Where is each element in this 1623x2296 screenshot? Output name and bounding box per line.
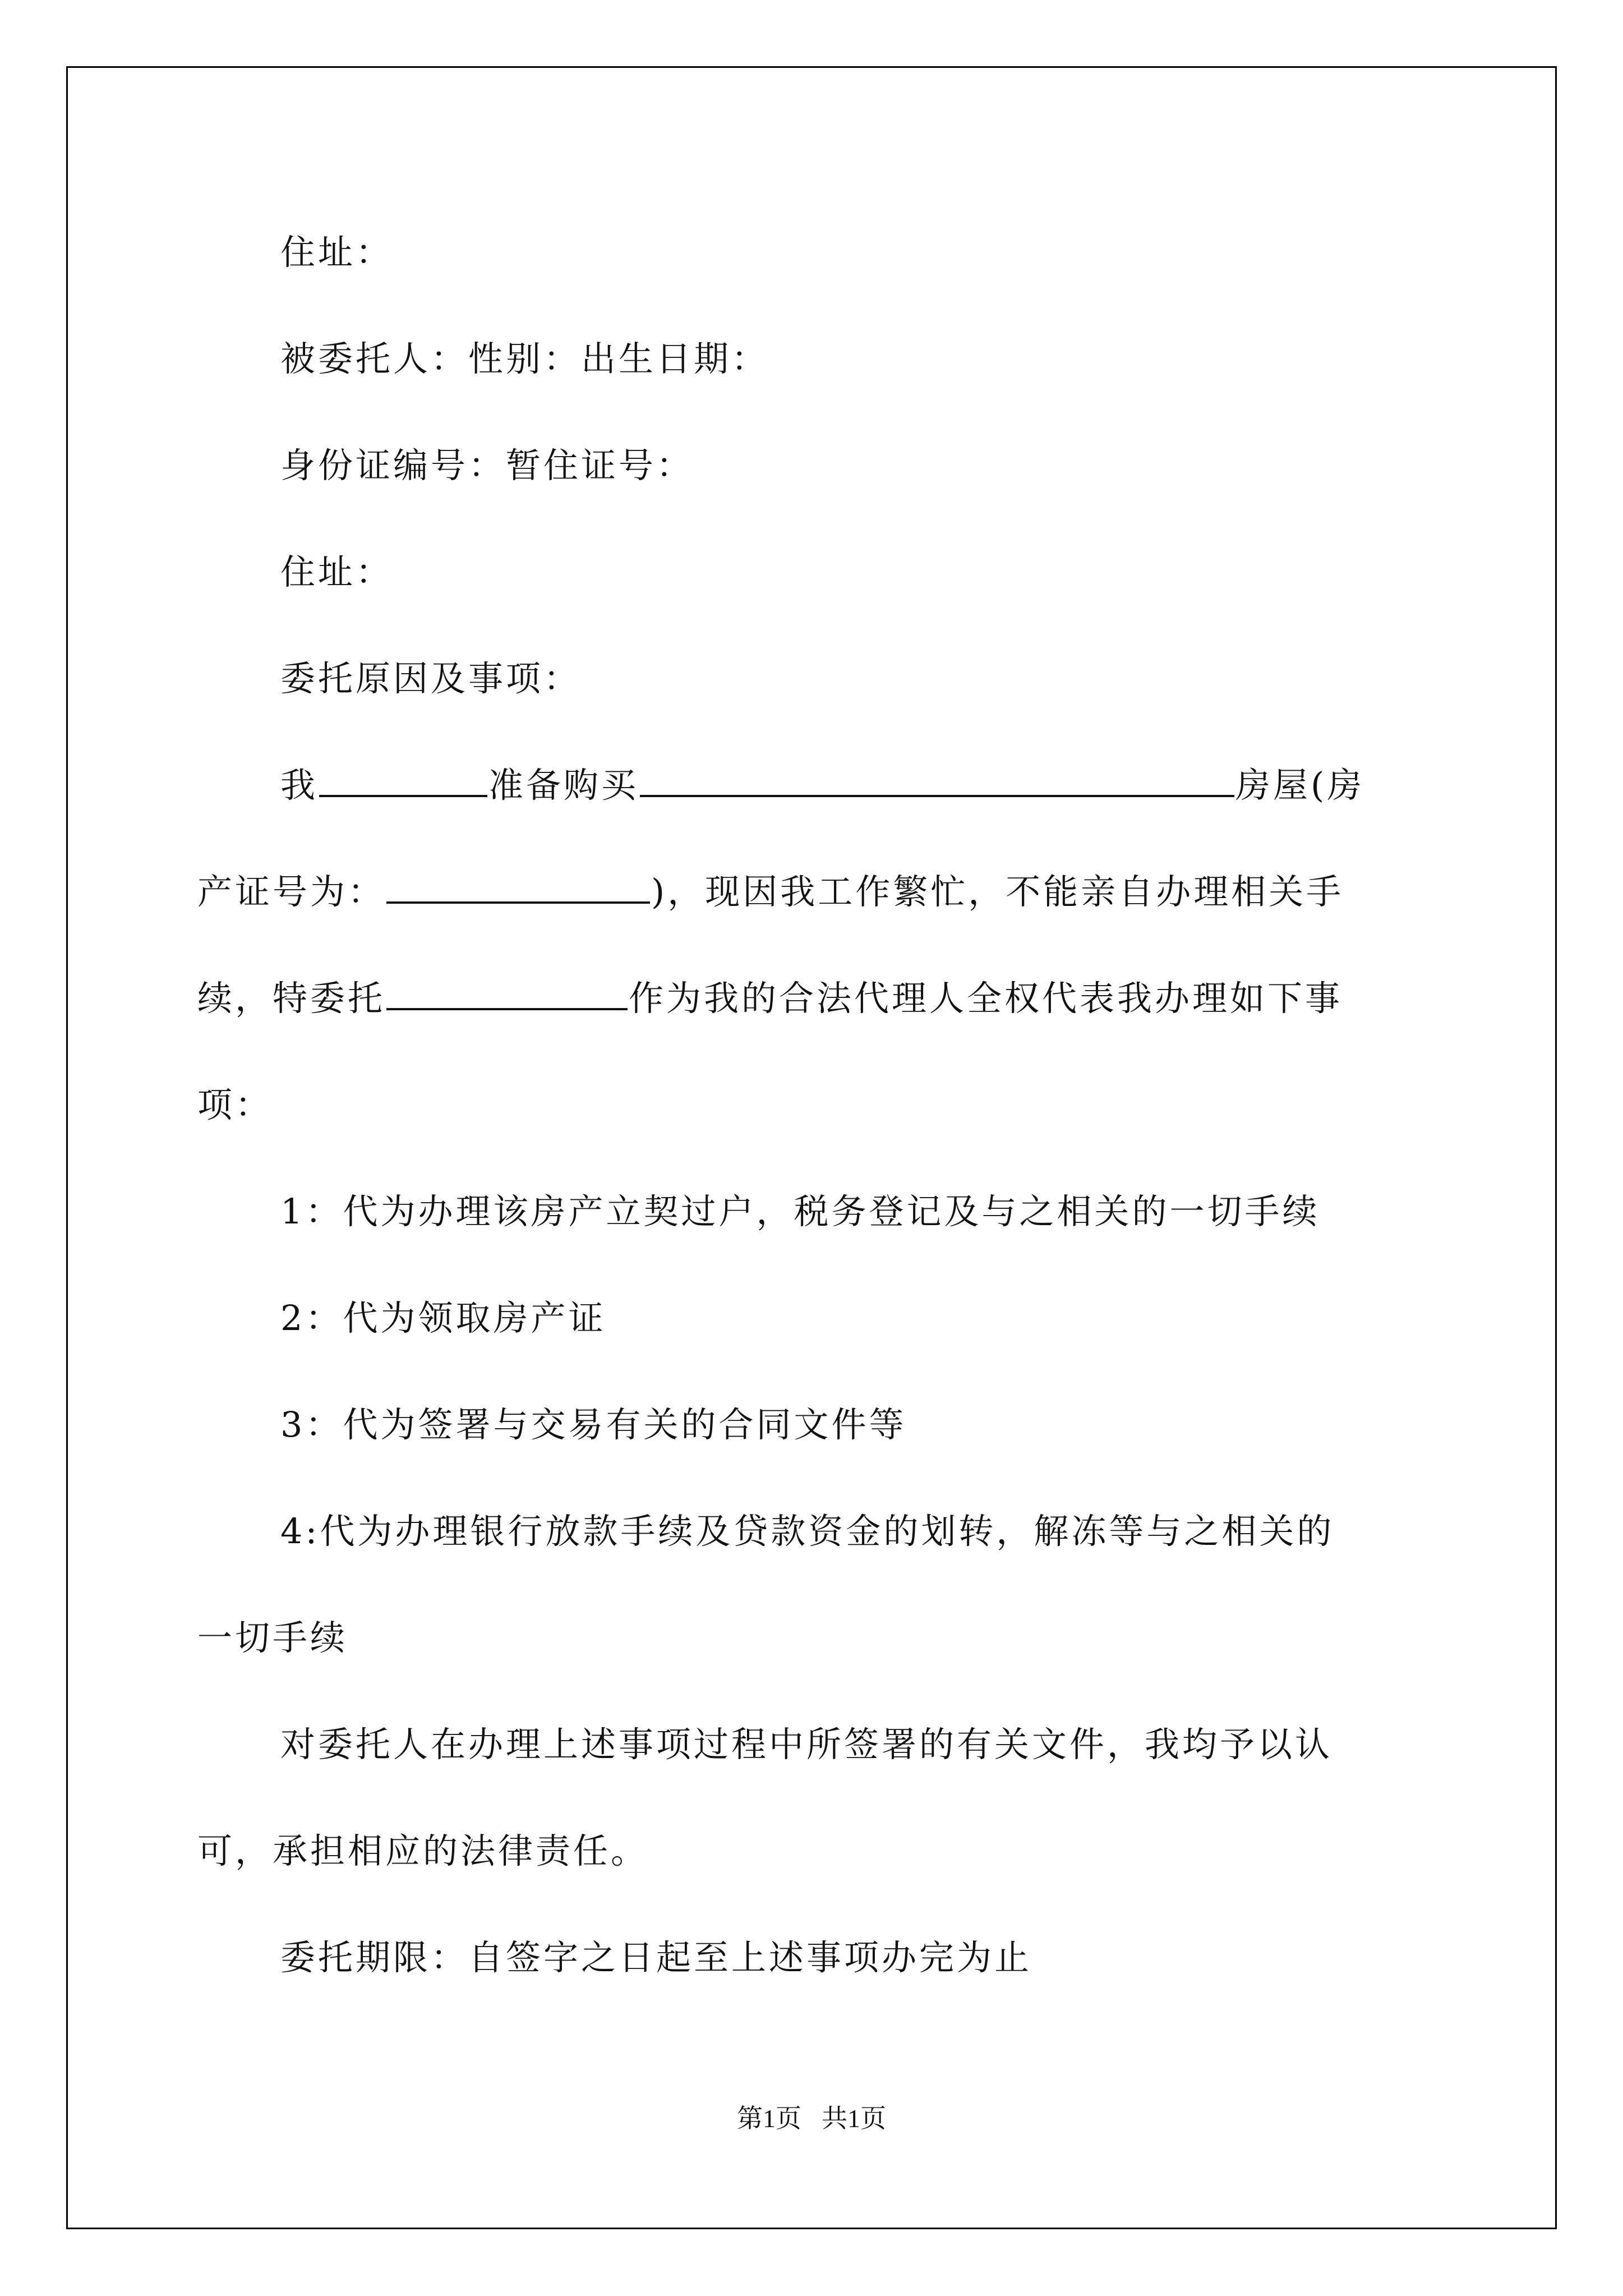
text-segment: 准备购买: [488, 765, 639, 806]
text-segment: 我: [280, 765, 319, 806]
id-number-line: 身份证编号：暂住证号：: [280, 445, 694, 486]
page-border: [66, 66, 1557, 2229]
page-number: 第1页: [737, 2104, 801, 2133]
term-line: 委托期限：自签字之日起至上述事项办完为止: [280, 1937, 1032, 1978]
trustee-info-line: 被委托人：性别：出生日期：: [280, 338, 769, 379]
purchase-paragraph-line-3: [197, 976, 1343, 1021]
purchase-paragraph-line-2: [197, 869, 1344, 914]
list-item-4: 4:代为办理银行放款手续及贷款资金的划转，解冻等与之相关的: [280, 1511, 1335, 1552]
blank-agent-name[interactable]: [386, 977, 628, 1010]
blank-property-address[interactable]: [640, 763, 1234, 797]
text-segment: 作为我的合法代理人全权代表我办理如下事: [629, 978, 1343, 1019]
blank-buyer-name[interactable]: [319, 763, 487, 797]
purchase-paragraph-line-1: [280, 763, 1364, 808]
acknowledgement-line-1: 对委托人在办理上述事项过程中所签署的有关文件，我均予以认: [280, 1724, 1333, 1765]
text-segment: 续，特委托: [197, 978, 386, 1019]
text-segment: )，现因我工作繁忙，不能亲自办理相关手: [651, 871, 1344, 912]
address-label-1: 住址：: [280, 232, 394, 273]
blank-property-cert-number[interactable]: [386, 870, 650, 904]
list-item-1: 1：代为办理该房产立契过户，税务登记及与之相关的一切手续: [280, 1191, 1320, 1232]
reason-heading: 委托原因及事项：: [280, 658, 582, 699]
list-item-4-cont: 一切手续: [197, 1617, 348, 1658]
page-footer: [0, 2098, 1623, 2135]
acknowledgement-line-2: 可，承担相应的法律责任。: [197, 1830, 649, 1871]
text-segment: 房屋(房: [1235, 765, 1365, 806]
list-item-2: 2：代为领取房产证: [280, 1297, 606, 1338]
list-item-3: 3：代为签署与交易有关的合同文件等: [280, 1404, 907, 1445]
page-total: 共1页: [822, 2104, 886, 2133]
text-segment: 产证号为：: [197, 871, 386, 912]
purchase-paragraph-line-4: 项：: [197, 1084, 273, 1125]
address-label-2: 住址：: [280, 551, 394, 592]
